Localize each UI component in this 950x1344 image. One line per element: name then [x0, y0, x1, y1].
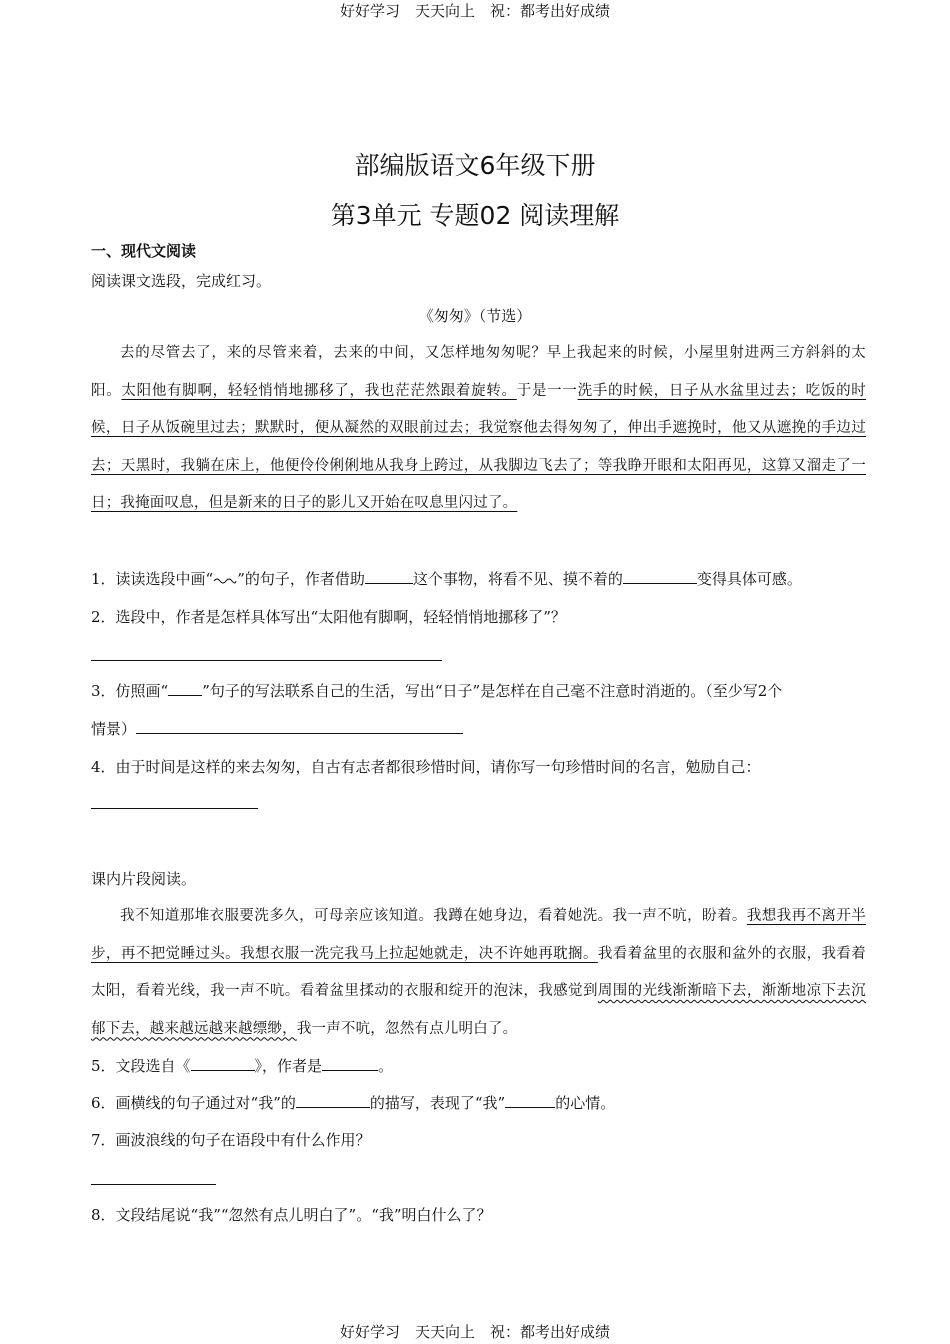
answer-line[interactable]: [91, 660, 442, 661]
q6-text-b: 的描写，表现了“我”: [369, 1094, 506, 1112]
passage-2-underlined: 我想我再不离开半步，再不把觉睡过头。我想衣服一洗完我马上拉起她就走，决不许她再耽搁。: [91, 908, 866, 962]
passage-2-wavy: 周围的光线渐渐暗下去，渐渐地凉下去沉郁下去，越来越远越来越缥缈，: [91, 983, 866, 1037]
answer-blank[interactable]: [623, 569, 697, 584]
passage-1-underlined-a: 太阳他有脚啊，轻轻悄悄地挪移了，我也茫茫然跟着旋转。: [121, 382, 517, 399]
q3-text-c: 情景）: [91, 720, 137, 738]
answer-line[interactable]: [91, 1184, 216, 1185]
question-7: 7．画波浪线的句子在语段中有什么作用？: [91, 1131, 371, 1149]
passage-1-title: 《匆匆》（节选）: [418, 307, 532, 325]
q3-text-a: 3．仿照画“: [91, 682, 169, 700]
instruction-2: 课内片段阅读。: [91, 870, 197, 888]
wavy-line-mark: [213, 575, 237, 585]
page-footer: 好好学习 天天向上 祝：都考出好成绩: [339, 1323, 610, 1341]
answer-blank[interactable]: [505, 1093, 555, 1108]
question-1: [91, 568, 802, 589]
q3-text-b: ”句子的写法联系自己的生活，写出“日子”是怎样在自己毫不注意时消逝的。（至少写2个: [202, 682, 783, 700]
answer-blank[interactable]: [322, 1056, 378, 1071]
q5-text-c: 。: [378, 1057, 394, 1075]
answer-line[interactable]: [91, 808, 258, 809]
question-4: 4．由于时间是这样的来去匆匆，自古有志者都很珍惜时间，请你写一句珍惜时间的名言，勉励自己：: [91, 758, 761, 776]
passage-2-text-a: 我不知道那堆衣服要洗多久，可母亲应该知道。我蹲在她身边，看着她洗。我一声不吭，盼着。: [120, 908, 747, 924]
q1-text-c: 这个事物，将看不见、摸不着的: [412, 570, 623, 588]
q5-text-b: 》，作者是: [254, 1057, 323, 1075]
instruction-1: 阅读课文选段，完成红习。: [91, 272, 272, 290]
passage-2-text-c: 我看着盆里的衣服和盆外的衣服，我看着太阳，看着光线，我一声不吭。看着盆里揉动的衣服和绽开的泡沫，我感觉到: [91, 945, 866, 999]
question-6: [91, 1092, 615, 1113]
answer-blank[interactable]: [136, 719, 463, 734]
answer-blank[interactable]: [296, 1093, 370, 1108]
passage-2-text-e: 我一声不吭，忽然有点儿明白了。: [296, 1020, 518, 1037]
question-8: 8．文段结尾说“我”“忽然有点儿明白了”。“我”明白什么了？: [91, 1206, 492, 1224]
straight-line-mark: [168, 681, 202, 696]
question-3-cont: [91, 718, 463, 739]
q1-text-d: 变得具体可感。: [696, 570, 802, 588]
passage-2: [91, 898, 866, 1048]
q6-text-c: 的心情。: [555, 1094, 616, 1112]
q6-text-a: 6．画横线的句子通过对“我”的: [91, 1094, 296, 1112]
answer-blank[interactable]: [191, 1056, 255, 1071]
passage-1-underlined-d: 洗手的时候，日子从水盆里过去；吃饭的时候，日子从饭碗里过去；默默时，便从凝然的双眼前过去；我觉察他去得匆匆了，伸出手遮挽时，他又从遮挽的手边过去；天黑时，我躺在床上，他便伶伶俐俐地从我身上跨过，从我脚边飞去了；等我睁开眼和太阳再见，这算又溜走了一日；我掩面叹息，但是新来的日子的影儿又开始在叹息里闪过了。: [91, 382, 866, 511]
document-title: 部编版语文6年级下册: [354, 151, 596, 180]
page-header: 好好学习 天天向上 祝：都考出好成绩: [339, 2, 610, 20]
q5-text-a: 5．文段选自《: [91, 1057, 191, 1075]
section-heading: 一、现代文阅读: [91, 242, 197, 260]
passage-1-text-a: 去的尽管去了，来的尽管来着，去来的中间，又怎样地匆匆呢？早上我起来的时候，小屋里射进两三方斜斜的太阳。: [91, 345, 866, 399]
document-subtitle: 第3单元 专题02 阅读理解: [330, 201, 620, 230]
passage-1: [91, 335, 866, 523]
q1-text-a: 1．读读选段中画“: [91, 570, 214, 588]
answer-blank[interactable]: [365, 569, 413, 584]
passage-1-text-c: 于是一一: [516, 382, 578, 399]
question-2: 2．选段中，作者是怎样具体写出“太阳他有脚啊，轻轻悄悄地挪移了”？: [91, 608, 566, 626]
question-5: [91, 1055, 393, 1076]
question-3: [91, 680, 782, 701]
q1-text-b: ”的句子，作者借助: [237, 570, 365, 588]
